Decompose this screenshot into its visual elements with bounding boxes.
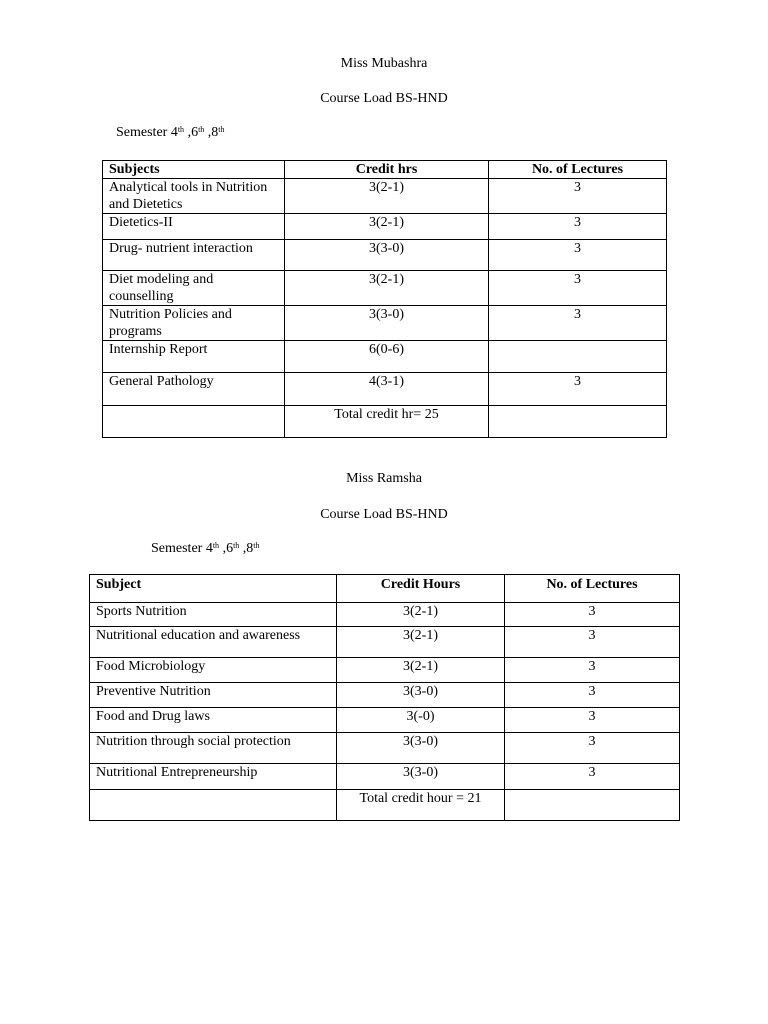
- empty-cell: [505, 790, 680, 821]
- credit-cell: 3(3-0): [337, 683, 505, 708]
- table-header-row: [90, 575, 680, 603]
- credit-cell: 4(3-1): [285, 373, 489, 406]
- lectures-cell: 3: [489, 179, 667, 214]
- total-credit-cell: Total credit hour = 21: [337, 790, 505, 821]
- lectures-cell: 3: [505, 764, 680, 790]
- subject-cell: Food Microbiology: [90, 658, 337, 683]
- course-title-1: Course Load BS-HND: [320, 91, 448, 106]
- table-row: [90, 658, 680, 683]
- teacher-name-2: Miss Ramsha: [346, 471, 422, 486]
- header-credit: Credit Hours: [337, 575, 505, 603]
- course-table-1: [102, 160, 667, 438]
- subject-cell: Sports Nutrition: [90, 603, 337, 627]
- credit-cell: 3(2-1): [337, 627, 505, 658]
- header-lectures: No. of Lectures: [505, 575, 680, 603]
- table-row: [103, 214, 667, 240]
- lectures-cell: 3: [505, 733, 680, 764]
- credit-cell: 3(3-0): [337, 764, 505, 790]
- subject-cell: Nutrition Policies and programs: [103, 306, 285, 341]
- header-credit: Credit hrs: [285, 161, 489, 179]
- total-row: [103, 406, 667, 438]
- table-row: [103, 306, 667, 341]
- lectures-cell: [489, 341, 667, 373]
- table-row: [103, 271, 667, 306]
- empty-cell: [489, 406, 667, 438]
- header-lectures: No. of Lectures: [489, 161, 667, 179]
- lectures-cell: 3: [489, 214, 667, 240]
- lectures-cell: 3: [505, 603, 680, 627]
- subject-cell: Nutritional Entrepreneurship: [90, 764, 337, 790]
- header-subject: Subject: [90, 575, 337, 603]
- table-row: [90, 708, 680, 733]
- table-row: [103, 341, 667, 373]
- credit-cell: 3(2-1): [285, 214, 489, 240]
- lectures-cell: 3: [489, 240, 667, 271]
- table-row: [103, 179, 667, 214]
- semester-line-2: Semester 4th ,6th ,8th: [151, 541, 260, 556]
- table-row: [90, 603, 680, 627]
- credit-cell: 6(0-6): [285, 341, 489, 373]
- empty-cell: [103, 406, 285, 438]
- credit-cell: 3(2-1): [285, 271, 489, 306]
- course-title-2: Course Load BS-HND: [320, 507, 448, 522]
- credit-cell: 3(2-1): [337, 603, 505, 627]
- lectures-cell: 3: [505, 708, 680, 733]
- credit-cell: 3(-0): [337, 708, 505, 733]
- table-row: [103, 373, 667, 406]
- subject-cell: Diet modeling and counselling: [103, 271, 285, 306]
- subject-cell: Analytical tools in Nutrition and Dietetics: [103, 179, 285, 214]
- credit-cell: 3(2-1): [285, 179, 489, 214]
- table-row: [90, 733, 680, 764]
- lectures-cell: 3: [505, 627, 680, 658]
- subject-cell: General Pathology: [103, 373, 285, 406]
- semester-line-1: Semester 4th ,6th ,8th: [116, 125, 225, 140]
- subject-cell: Preventive Nutrition: [90, 683, 337, 708]
- course-table-2: [89, 574, 680, 821]
- table-row: [90, 764, 680, 790]
- table-header-row: [103, 161, 667, 179]
- teacher-name-1: Miss Mubashra: [340, 56, 428, 71]
- lectures-cell: 3: [505, 658, 680, 683]
- total-row: [90, 790, 680, 821]
- subject-cell: Nutrition through social protection: [90, 733, 337, 764]
- empty-cell: [90, 790, 337, 821]
- subject-cell: Food and Drug laws: [90, 708, 337, 733]
- credit-cell: 3(2-1): [337, 658, 505, 683]
- header-subjects: Subjects: [103, 161, 285, 179]
- table-row: [103, 240, 667, 271]
- table-row: [90, 627, 680, 658]
- lectures-cell: 3: [505, 683, 680, 708]
- subject-cell: Dietetics-II: [103, 214, 285, 240]
- lectures-cell: 3: [489, 271, 667, 306]
- lectures-cell: 3: [489, 373, 667, 406]
- credit-cell: 3(3-0): [285, 306, 489, 341]
- subject-cell: Drug- nutrient interaction: [103, 240, 285, 271]
- lectures-cell: 3: [489, 306, 667, 341]
- total-credit-cell: Total credit hr= 25: [285, 406, 489, 438]
- table-row: [90, 683, 680, 708]
- credit-cell: 3(3-0): [337, 733, 505, 764]
- subject-cell: Nutritional education and awareness: [90, 627, 337, 658]
- credit-cell: 3(3-0): [285, 240, 489, 271]
- subject-cell: Internship Report: [103, 341, 285, 373]
